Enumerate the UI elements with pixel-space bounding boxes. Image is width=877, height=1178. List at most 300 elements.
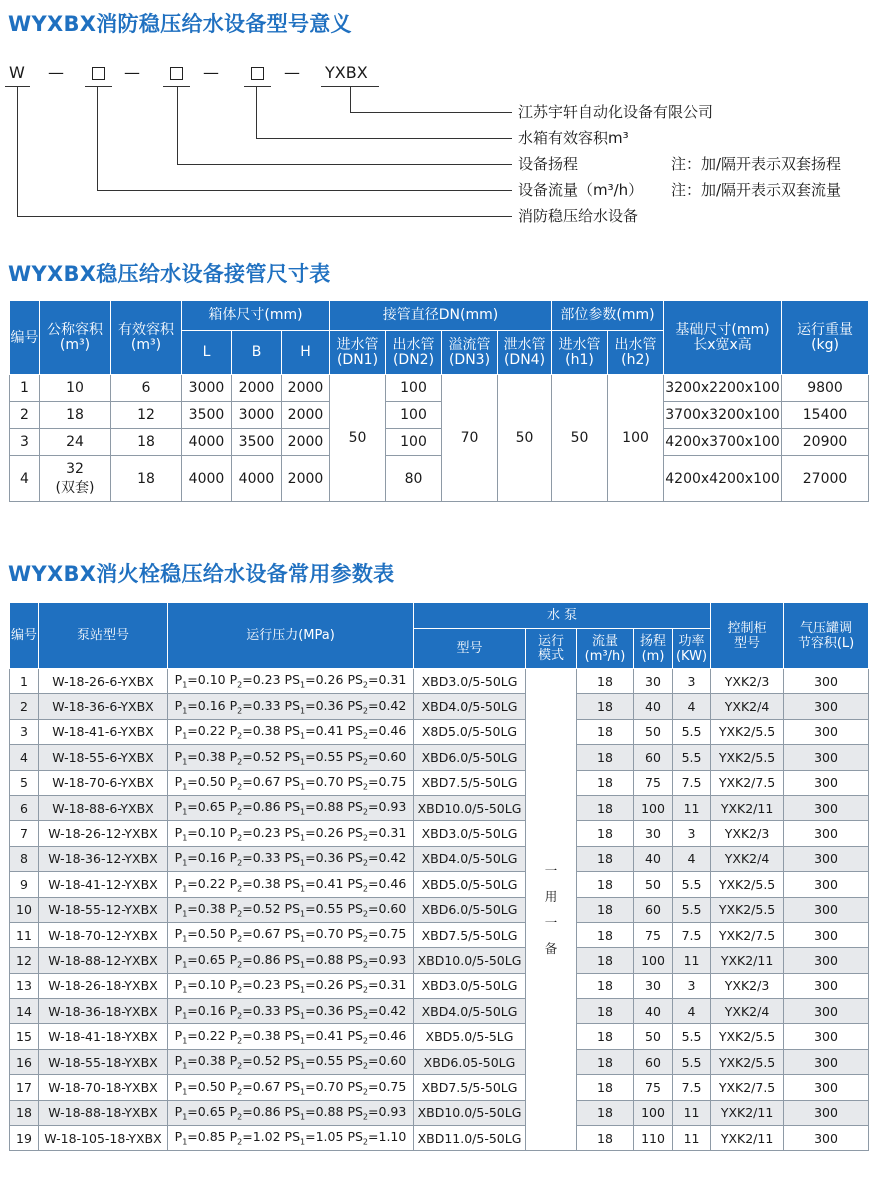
cell-cabinet: YXK2/5.5 (711, 745, 784, 770)
header-dn4: 泄水管 (DN4) (498, 331, 552, 375)
model-dash: — (203, 63, 219, 82)
pressure-label: $P_1$ (174, 799, 188, 817)
cell-no: 17 (10, 1075, 39, 1100)
pressure-label: $PS_2$ (347, 672, 369, 690)
pressure-label: $PS_1$ (284, 824, 306, 843)
pressure-label: $PS_1$ (284, 926, 306, 944)
pressure-label: $P_2$ (229, 1027, 243, 1046)
cell-no: 18 (10, 1100, 39, 1125)
cell-effective: 12 (111, 402, 182, 429)
pressure-value: 0.36 (315, 1002, 344, 1018)
pressure-value: 0.36 (315, 697, 344, 713)
cell-pump-model: XBD7.5/5-50LG (414, 1075, 526, 1100)
header-h2: 出水管 (h2) (608, 331, 664, 375)
pressure-value: 0.50 (197, 1078, 226, 1094)
cell-power: 3 (673, 821, 711, 846)
model-meaning-diagram (0, 0, 877, 240)
table-row (10, 846, 869, 871)
cell-cabinet: YXK2/3 (711, 669, 784, 694)
pipe-size-table (9, 300, 869, 502)
table-row (10, 795, 869, 820)
cell-no: 10 (10, 897, 39, 922)
cell-cabinet: YXK2/5.5 (711, 872, 784, 897)
cell-head: 100 (634, 948, 673, 973)
cell-pump-model: XBD3.0/5-50LG (414, 669, 526, 694)
pressure-label: $P_2$ (229, 672, 243, 690)
cell-pump-model: XBD5.0/5-5LG (414, 1024, 526, 1049)
pressure-label: $P_1$ (174, 672, 188, 690)
cell-pump-model: XBD4.0/5-50LG (414, 999, 526, 1024)
cell-station-model: W-18-55-6-YXBX (39, 745, 168, 770)
header-B: B (232, 331, 282, 375)
cell-power: 7.5 (673, 1075, 711, 1100)
cell-pressure: $P_1=0.38$ $P_2=0.52$ $PS_1=0.55$ $PS_2=0.60$ (168, 897, 414, 922)
cell-cabinet: YXK2/7.5 (711, 1075, 784, 1100)
pressure-label: $P_1$ (174, 723, 188, 741)
cell-pressure: $P_1=0.22$ $P_2=0.38$ $PS_1=0.41$ $PS_2=0.46$ (168, 872, 414, 897)
pressure-label: $P_2$ (229, 799, 243, 817)
cell-flow: 18 (577, 999, 634, 1024)
pressure-value: 0.60 (378, 1053, 407, 1069)
cell-h2: 100 (608, 375, 664, 502)
cell-flow: 18 (577, 922, 634, 947)
model-placeholder-flow (92, 67, 105, 80)
cell-B: 3000 (232, 402, 282, 429)
leader-line (17, 86, 18, 216)
table-row (10, 999, 869, 1024)
cell-pressure: $P_1=0.65$ $P_2=0.86$ $PS_1=0.88$ $PS_2=0.93$ (168, 948, 414, 973)
pressure-label: $P_2$ (229, 951, 243, 970)
pressure-label: $P_2$ (229, 850, 243, 868)
table-row (10, 694, 869, 719)
table-row (10, 456, 869, 502)
cell-foundation: 4200x4200x100 (664, 456, 782, 502)
pressure-value: 0.16 (197, 1002, 226, 1018)
pressure-value: 0.23 (252, 977, 281, 993)
cell-no: 11 (10, 922, 39, 947)
cell-effective: 18 (111, 456, 182, 502)
pressure-label: $PS_1$ (284, 850, 306, 868)
pressure-label: $PS_2$ (347, 1104, 369, 1122)
cell-flow: 18 (577, 1100, 634, 1125)
pressure-value: 0.46 (378, 875, 407, 891)
pressure-value: 0.23 (252, 824, 281, 840)
pressure-value: 0.88 (315, 951, 344, 967)
cell-station-model: W-18-26-18-YXBX (39, 973, 168, 998)
cell-station-model: W-18-26-12-YXBX (39, 821, 168, 846)
header-dn1: 进水管 (DN1) (330, 331, 386, 375)
cell-head: 100 (634, 1100, 673, 1125)
cell-station-model: W-18-26-6-YXBX (39, 669, 168, 694)
cell-cabinet: YXK2/5.5 (711, 719, 784, 744)
header-head: 扬程 (m) (634, 629, 673, 669)
cell-power: 5.5 (673, 872, 711, 897)
cell-flow: 18 (577, 846, 634, 871)
cell-tank: 300 (784, 973, 869, 998)
pressure-label: $PS_1$ (284, 1104, 306, 1122)
cell-pump-model: XBD4.0/5-50LG (414, 694, 526, 719)
cell-pressure: $P_1=0.10$ $P_2=0.23$ $PS_1=0.26$ $PS_2=0.31$ (168, 669, 414, 694)
cell-dn2: 100 (386, 402, 442, 429)
header-pressure: 运行压力(MPa) (168, 603, 414, 669)
pressure-label: $PS_2$ (347, 1053, 369, 1071)
cell-station-model: W-18-36-18-YXBX (39, 999, 168, 1024)
cell-flow: 18 (577, 948, 634, 973)
pressure-label: $P_2$ (229, 875, 243, 894)
cell-power: 7.5 (673, 922, 711, 947)
cell-station-model: W-18-70-18-YXBX (39, 1075, 168, 1100)
pressure-value: 0.52 (252, 1053, 281, 1069)
cell-no: 14 (10, 999, 39, 1024)
cell-B: 4000 (232, 456, 282, 502)
cell-tank: 300 (784, 999, 869, 1024)
cell-pressure: $P_1=0.22$ $P_2=0.38$ $PS_1=0.41$ $PS_2=0.46$ (168, 1024, 414, 1049)
cell-power: 7.5 (673, 770, 711, 795)
pressure-value: 0.10 (197, 977, 226, 993)
cell-B: 2000 (232, 375, 282, 402)
cell-tank: 300 (784, 694, 869, 719)
cell-pump-model: XBD7.5/5-50LG (414, 770, 526, 795)
cell-pressure: $P_1=0.65$ $P_2=0.86$ $PS_1=0.88$ $PS_2=0.93$ (168, 795, 414, 820)
cell-power: 11 (673, 795, 711, 820)
cell-L: 3500 (182, 402, 232, 429)
cell-head: 50 (634, 872, 673, 897)
pressure-value: 0.16 (197, 697, 226, 713)
cell-pump-model: XBD6.0/5-50LG (414, 897, 526, 922)
cell-cabinet: YXK2/11 (711, 1100, 784, 1125)
cell-pump-model: XBD10.0/5-50LG (414, 948, 526, 973)
table-row (10, 973, 869, 998)
pressure-value: 0.41 (315, 1027, 344, 1043)
cell-B: 3500 (232, 429, 282, 456)
table-row (10, 897, 869, 922)
pressure-value: 0.50 (197, 926, 226, 942)
cell-flow: 18 (577, 694, 634, 719)
cell-no: 1 (10, 375, 40, 402)
pressure-label: $PS_1$ (284, 1002, 306, 1021)
cell-no: 19 (10, 1126, 39, 1151)
pressure-label: $P_2$ (229, 774, 243, 792)
parameters-table (9, 602, 869, 1151)
cell-cabinet: YXK2/11 (711, 948, 784, 973)
cell-flow: 18 (577, 973, 634, 998)
meaning-flow: 设备流量（m³/h） (518, 181, 644, 199)
pressure-label: $PS_2$ (347, 977, 369, 995)
table-row (10, 948, 869, 973)
cell-station-model: W-18-70-12-YXBX (39, 922, 168, 947)
header-station-model: 泵站型号 (39, 603, 168, 669)
pressure-label: $PS_2$ (347, 1002, 369, 1021)
pressure-label: $P_2$ (229, 697, 243, 716)
pressure-label: $P_1$ (174, 1027, 188, 1046)
header-nominal-volume: 公称容积 (m³) (40, 301, 111, 375)
pressure-label: $P_2$ (229, 926, 243, 944)
header-dn3: 溢流管 (DN3) (442, 331, 498, 375)
meaning-equipment: 消防稳压给水设备 (518, 207, 639, 225)
pressure-label: $P_1$ (174, 1002, 188, 1021)
cell-dn2: 100 (386, 375, 442, 402)
pressure-label: $PS_2$ (347, 774, 369, 792)
pressure-value: 0.65 (197, 951, 226, 967)
cell-h1: 50 (552, 375, 608, 502)
pressure-value: 0.33 (252, 1002, 281, 1018)
header-effective-volume: 有效容积 (m³) (111, 301, 182, 375)
cell-pressure: $P_1=0.16$ $P_2=0.33$ $PS_1=0.36$ $PS_2=0.42$ (168, 694, 414, 719)
cell-pump-model: XBD11.0/5-50LG (414, 1126, 526, 1151)
cell-pump-model: XBD6.05-50LG (414, 1049, 526, 1074)
cell-power: 5.5 (673, 745, 711, 770)
cell-foundation: 3700x3200x100 (664, 402, 782, 429)
cell-dn1: 50 (330, 375, 386, 502)
cell-flow: 18 (577, 897, 634, 922)
table-row (10, 429, 869, 456)
cell-tank: 300 (784, 948, 869, 973)
cell-flow: 18 (577, 669, 634, 694)
cell-cabinet: YXK2/5.5 (711, 1024, 784, 1049)
header-L: L (182, 331, 232, 375)
mode-char: 一 (544, 914, 558, 930)
table-row (10, 922, 869, 947)
cell-no: 12 (10, 948, 39, 973)
pressure-value: 0.55 (315, 900, 344, 916)
pressure-value: 0.38 (252, 723, 281, 739)
cell-station-model: W-18-36-6-YXBX (39, 694, 168, 719)
pressure-label: $PS_2$ (347, 850, 369, 868)
cell-no: 7 (10, 821, 39, 846)
leader-line (97, 86, 98, 190)
cell-power: 5.5 (673, 1049, 711, 1074)
pressure-label: $P_1$ (174, 977, 188, 995)
cell-station-model: W-18-88-18-YXBX (39, 1100, 168, 1125)
pressure-label: $P_1$ (174, 1129, 188, 1147)
pressure-value: 0.42 (378, 1002, 407, 1018)
pressure-label: $PS_2$ (347, 1078, 369, 1097)
pressure-value: 0.38 (252, 1027, 281, 1043)
cell-cabinet: YXK2/3 (711, 821, 784, 846)
pressure-label: $P_2$ (229, 1104, 243, 1122)
pressure-value: 0.70 (315, 774, 344, 789)
pressure-value: 0.33 (252, 697, 281, 713)
cell-flow: 18 (577, 872, 634, 897)
cell-tank: 300 (784, 745, 869, 770)
table-row (10, 1049, 869, 1074)
pressure-label: $P_2$ (229, 977, 243, 995)
pressure-value: 0.86 (252, 799, 281, 815)
table-row (10, 872, 869, 897)
cell-dn2: 80 (386, 456, 442, 502)
cell-cabinet: YXK2/7.5 (711, 922, 784, 947)
model-prefix: W (9, 63, 25, 82)
table-row (10, 669, 869, 694)
pressure-label: $PS_1$ (284, 774, 306, 792)
cell-pump-model: X8D5.0/5-50LG (414, 719, 526, 744)
pressure-label: $P_2$ (229, 1002, 243, 1021)
pressure-label: $PS_1$ (284, 977, 306, 995)
pressure-label: $P_1$ (174, 850, 188, 868)
cell-pressure: $P_1=0.85$ $P_2=1.02$ $PS_1=1.05$ $PS_2=1.10$ (168, 1126, 414, 1151)
pressure-value: 0.67 (252, 774, 281, 789)
header-tank-volume: 气压罐调 节容积(L) (784, 603, 869, 669)
cell-pressure: $P_1=0.10$ $P_2=0.23$ $PS_1=0.26$ $PS_2=0.31$ (168, 973, 414, 998)
cell-cabinet: YXK2/4 (711, 694, 784, 719)
cell-no: 2 (10, 402, 40, 429)
pressure-value: 0.65 (197, 1104, 226, 1120)
pressure-label: $PS_2$ (347, 926, 369, 944)
pressure-value: 0.26 (315, 977, 344, 993)
cell-pump-model: XBD10.0/5-50LG (414, 1100, 526, 1125)
cell-flow: 18 (577, 795, 634, 820)
cell-tank: 300 (784, 795, 869, 820)
pressure-value: 0.88 (315, 1104, 344, 1120)
pressure-value: 0.10 (197, 824, 226, 840)
cell-no: 3 (10, 719, 39, 744)
cell-cabinet: YXK2/3 (711, 973, 784, 998)
cell-no: 5 (10, 770, 39, 795)
pressure-value: 0.86 (252, 1104, 281, 1120)
pressure-value: 0.46 (378, 1027, 407, 1043)
pressure-value: 0.67 (252, 1078, 281, 1094)
cell-power: 4 (673, 694, 711, 719)
header-no: 编号 (10, 603, 39, 669)
pressure-value: 0.36 (315, 850, 344, 866)
header-cabinet: 控制柜 型号 (711, 603, 784, 669)
header-mode: 运行模式 (526, 629, 577, 669)
cell-pump-model: XBD4.0/5-50LG (414, 846, 526, 871)
pressure-value: 0.38 (197, 748, 226, 764)
mode-char: 备 (544, 940, 558, 956)
pressure-value: 0.31 (378, 977, 407, 993)
cell-tank: 300 (784, 669, 869, 694)
cell-pressure: $P_1=0.38$ $P_2=0.52$ $PS_1=0.55$ $PS_2=0.60$ (168, 1049, 414, 1074)
cell-tank: 300 (784, 1075, 869, 1100)
pressure-label: $PS_1$ (284, 951, 306, 970)
table-row (10, 821, 869, 846)
cell-dn4: 50 (498, 375, 552, 502)
cell-pressure: $P_1=0.16$ $P_2=0.33$ $PS_1=0.36$ $PS_2=0.42$ (168, 846, 414, 871)
table-row (10, 375, 869, 402)
header-flow: 流量 (m³/h) (577, 629, 634, 669)
cell-pressure: $P_1=0.65$ $P_2=0.86$ $PS_1=0.88$ $PS_2=0.93$ (168, 1100, 414, 1125)
pressure-value: 0.38 (197, 1053, 226, 1069)
cell-cabinet: YXK2/5.5 (711, 897, 784, 922)
header-power: 功率 (KW) (673, 629, 711, 669)
cell-head: 75 (634, 1075, 673, 1100)
pressure-value: 0.65 (197, 799, 226, 815)
leader-line (350, 86, 351, 112)
pressure-label: $P_1$ (174, 1078, 188, 1097)
table-row (10, 1126, 869, 1151)
model-placeholder-head (170, 67, 183, 80)
cell-tank: 300 (784, 897, 869, 922)
cell-pump-model: XBD6.0/5-50LG (414, 745, 526, 770)
cell-L: 4000 (182, 429, 232, 456)
pressure-value: 1.05 (315, 1129, 344, 1145)
cell-H: 2000 (282, 402, 330, 429)
leader-line (256, 138, 512, 139)
cell-head: 50 (634, 719, 673, 744)
cell-weight: 15400 (782, 402, 869, 429)
cell-pressure: $P_1=0.50$ $P_2=0.67$ $PS_1=0.70$ $PS_2=0.75$ (168, 770, 414, 795)
cell-weight: 9800 (782, 375, 869, 402)
pressure-value: 0.86 (252, 951, 281, 967)
cell-flow: 18 (577, 1126, 634, 1151)
header-h1: 进水管 (h1) (552, 331, 608, 375)
pressure-value: 0.55 (315, 748, 344, 764)
cell-tank: 300 (784, 846, 869, 871)
pressure-value: 1.10 (378, 1129, 407, 1145)
pressure-label: $PS_2$ (347, 697, 369, 716)
cell-no: 13 (10, 973, 39, 998)
cell-no: 8 (10, 846, 39, 871)
cell-effective: 18 (111, 429, 182, 456)
cell-flow: 18 (577, 1024, 634, 1049)
cell-station-model: W-18-55-18-YXBX (39, 1049, 168, 1074)
pressure-value: 0.93 (378, 799, 407, 815)
pressure-value: 0.42 (378, 850, 407, 866)
pressure-label: $P_1$ (174, 824, 188, 843)
cell-no: 1 (10, 669, 39, 694)
pressure-label: $PS_1$ (284, 900, 306, 919)
cell-tank: 300 (784, 1100, 869, 1125)
cell-station-model: W-18-41-6-YXBX (39, 719, 168, 744)
pressure-label: $P_2$ (229, 1129, 243, 1147)
cell-pressure: $P_1=0.50$ $P_2=0.67$ $PS_1=0.70$ $PS_2=0.75$ (168, 922, 414, 947)
cell-pressure: $P_1=0.10$ $P_2=0.23$ $PS_1=0.26$ $PS_2=0.31$ (168, 821, 414, 846)
meaning-head: 设备扬程 (518, 155, 579, 173)
pressure-value: 0.26 (315, 824, 344, 840)
section-title-parameters: WYXBX消火栓稳压给水设备常用参数表 (8, 562, 395, 586)
pressure-label: $P_1$ (174, 1104, 188, 1122)
pressure-value: 0.22 (197, 723, 226, 739)
pressure-label: $PS_1$ (284, 748, 306, 767)
cell-no: 4 (10, 456, 40, 502)
cell-nominal: 10 (40, 375, 111, 402)
cell-weight: 20900 (782, 429, 869, 456)
cell-tank: 300 (784, 872, 869, 897)
header-H: H (282, 331, 330, 375)
cell-nominal: 24 (40, 429, 111, 456)
pressure-label: $PS_2$ (347, 723, 369, 741)
meaning-tank-volume: 水箱有效容积m³ (518, 129, 629, 147)
cell-head: 30 (634, 669, 673, 694)
table-row (10, 719, 869, 744)
pressure-value: 0.31 (378, 672, 407, 688)
pressure-label: $P_2$ (229, 824, 243, 843)
pressure-label: $PS_2$ (347, 951, 369, 970)
pressure-label: $PS_2$ (347, 1027, 369, 1046)
table-row (10, 1075, 869, 1100)
leader-line (17, 216, 512, 217)
pressure-label: $P_2$ (229, 900, 243, 919)
cell-cabinet: YXK2/7.5 (711, 770, 784, 795)
pressure-value: 0.23 (252, 672, 281, 688)
cell-head: 60 (634, 897, 673, 922)
leader-line (177, 164, 512, 165)
table-row (10, 745, 869, 770)
cell-cabinet: YXK2/4 (711, 999, 784, 1024)
model-dash: — (48, 63, 64, 82)
pressure-label: $PS_1$ (284, 1053, 306, 1071)
pressure-value: 0.10 (197, 672, 226, 688)
cell-no: 2 (10, 694, 39, 719)
cell-L: 4000 (182, 456, 232, 502)
pressure-label: $P_2$ (229, 723, 243, 741)
header-pump-model: 型号 (414, 629, 526, 669)
cell-flow: 18 (577, 1075, 634, 1100)
meaning-company: 江苏宇轩自动化设备有限公司 (518, 103, 714, 121)
pressure-label: $PS_2$ (347, 875, 369, 894)
leader-line (350, 112, 512, 113)
